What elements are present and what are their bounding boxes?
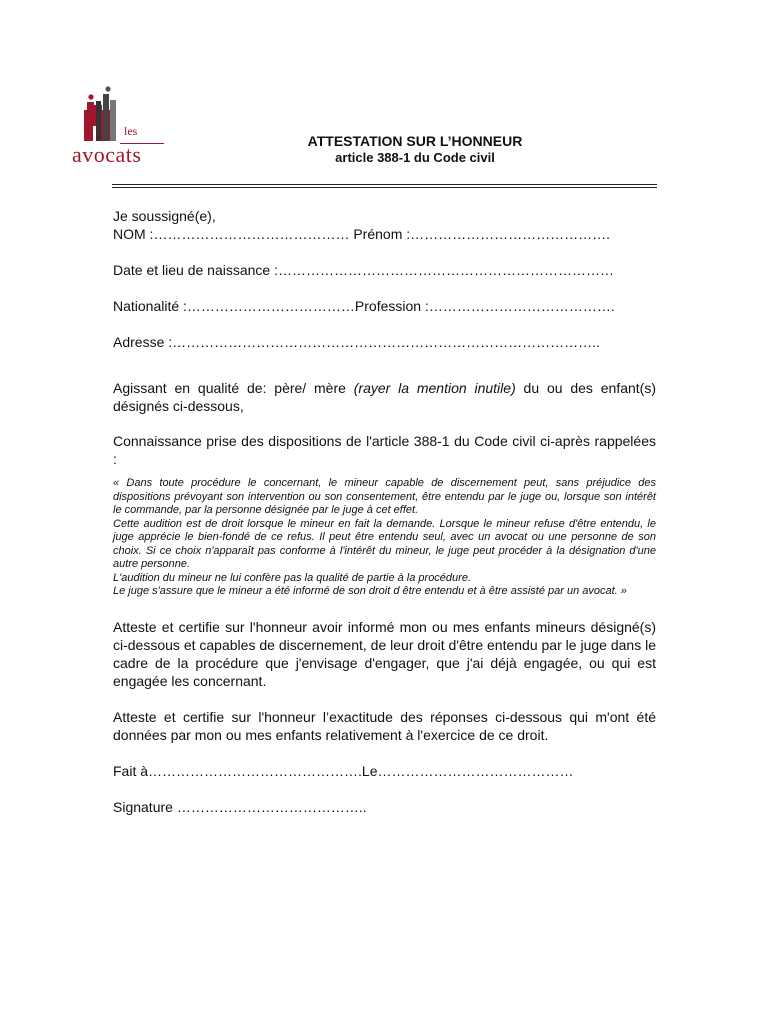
fait-le-field: Fait à……………………………………….Le…………………………………… — [113, 762, 574, 779]
article-388-1-quote — [113, 477, 656, 599]
quote-paragraph-3: L'audition du mineur ne lui confère pas la qualité de partie à la procédure. — [113, 571, 471, 584]
signature-field: Signature ………………………………….. — [113, 798, 367, 815]
document-body — [113, 207, 656, 816]
atteste-paragraph-2: Atteste et certifie sur l'honneur l’exactitude des réponses ci-dessous qui m'ont été données par mon ou mes enfants relativement à l'exercice de ce droit. — [113, 708, 656, 743]
document-subtitle: article 388-1 du Code civil — [335, 150, 495, 165]
quote-paragraph-2: Cette audition est de droit lorsque le mineur en fait la demande. Lorsque le mineur refuse d'être entendu, le juge apprécie le bien-fondé de ce refus. Il peut être entendu seul, avec un avocat ou une personne de son choix. Si ce choix n'apparaît pas conforme à l'intérêt du mineur, le juge peut procéder à la désignation d'une autre personne. — [113, 517, 656, 570]
nationalite-profession-field: Nationalité :………………………………Profession :…………………………………. — [113, 298, 615, 314]
agissant-text-end: du ou des enfant(s) désignés ci-dessous, — [113, 380, 656, 414]
soussigne-text: Je soussigné(e), — [113, 208, 216, 224]
building-figures-icon — [82, 86, 122, 141]
agissant-text-start: Agissant en qualité de: père/ mère — [113, 380, 354, 396]
document-title: ATTESTATION SUR L’HONNEUR — [307, 133, 523, 149]
agissant-emphasis: (rayer la mention inutile) — [353, 380, 516, 396]
adresse-field: Adresse :……………………………………………………………………………….. — [113, 334, 600, 350]
connaissance-paragraph: Connaissance prise des dispositions de l'article 388-1 du Code civil ci-après rappelées : — [113, 433, 656, 467]
atteste-paragraph-1: Atteste et certifie sur l'honneur avoir informé mon ou mes enfants mineurs désigné(s) ci-dessous et capables de discernement, de leur droit d'être entendu par le juge dans le cadre de la procédure que j'envisage d'engager, que j'ai déjà engagée, ou qui est engagée les concernant. — [113, 618, 656, 689]
quote-paragraph-4: Le juge s'assure que le mineur a été informé de son droit d être entendu et à être assisté par un avocat. » — [113, 585, 627, 597]
header-rule-bottom — [112, 187, 657, 188]
les-avocats-logo — [72, 86, 172, 170]
title-block — [230, 133, 600, 166]
agissant-paragraph — [113, 379, 656, 415]
nom-prenom-field: NOM :…………………………………… Prénom :……………………………………. — [113, 226, 611, 242]
logo-name-text: avocats — [72, 142, 142, 167]
logo-small-text: les — [124, 124, 138, 138]
quote-paragraph-1: « Dans toute procédure le concernant, le mineur capable de discernement peut, sans préjudice des dispositions prévoyant son intervention ou son consentement, être entendu par le juge ou, lorsque son intérêt le commande, par la personne désignée par le juge à cet effet. — [113, 477, 656, 516]
header-rule-top — [112, 184, 657, 185]
naissance-field: Date et lieu de naissance :……………………………………………………………… — [113, 262, 614, 278]
